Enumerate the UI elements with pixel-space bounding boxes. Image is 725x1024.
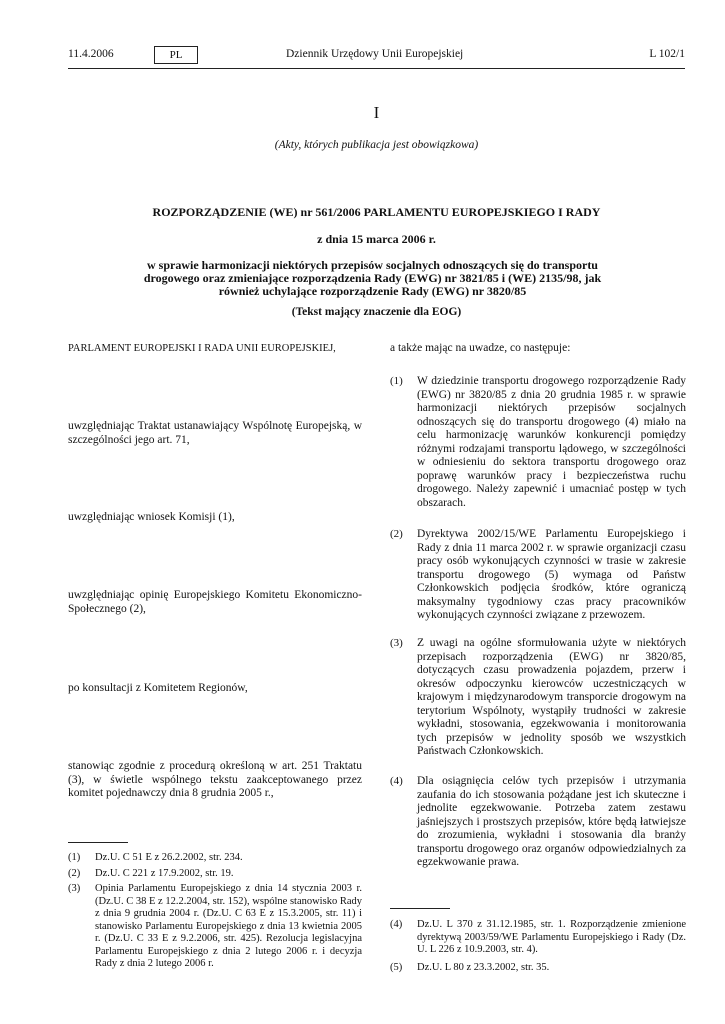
citation-regions: po konsultacji z Komitetem Regionów, [68, 682, 248, 694]
footnote-text: Dz.U. C 221 z 17.9.2002, str. 19. [95, 868, 234, 879]
recital-1 [390, 375, 686, 509]
section-numeral: I [373, 103, 380, 122]
footnote-text: Dz.U. C 51 E z 26.2.2002, str. 234. [95, 852, 243, 863]
issue-date: 11.4.2006 [68, 48, 114, 60]
citation-procedure: stanowiąc zgodnie z procedurą określoną w art. 251 Traktatu (3), w świetle wspólnego tekstu zaakceptowanego przez komitet pojednawczy dnia 8 grudnia 2005 r., [68, 760, 362, 799]
citation-treaty: uwzględniając Traktat ustanawiający Wspólnotę Europejską, w szczególności jego art. 71, [68, 420, 362, 446]
recital-text: W dziedzinie transportu drogowego rozporządzenie Rady (EWG) nr 3820/85 z dnia 20 grudnia 1985 r. w sprawie harmonizacji niektórych przepisów socjalnych odnoszących się do transportu drogowego (4) miało na celu harmonizację warunków konkurencji pomiędzy różnymi rodzajami transportu lądowego, w szczególności w odniesieniu do sektora transportu drogowego oraz poprawę warunków pracy i bezpieczeństwa ruchu drogowego. Należy zapewnić i umacniać postęp w tych obszarach. [417, 375, 686, 509]
footnote-text: Dz.U. L 370 z 31.12.1985, str. 1. Rozporządzenie zmienione dyrektywą 2003/59/WE Parlamentu Europejskiego i Rady (Dz. U. L 226 z 10.9.2003, str. 4). [417, 919, 686, 955]
journal-name: Dziennik Urzędowy Unii Europejskiej [286, 48, 464, 60]
citation-esc: uwzględniając opinię Europejskiego Komitetu Ekonomiczno-Społecznego (2), [68, 589, 362, 615]
recital-4 [390, 775, 686, 870]
page-number: L 102/1 [649, 48, 685, 60]
language-badge: PL [154, 46, 198, 64]
footnote-number: (2) [68, 868, 81, 879]
recital-3 [390, 637, 686, 757]
eea-note: (Tekst mający znaczenie dla EOG) [291, 306, 462, 318]
footnote-number: (5) [390, 962, 403, 973]
recital-number: (1) [390, 375, 403, 387]
recital-2 [390, 528, 686, 638]
acts-note: (Akty, których publikacja jest obowiązkowa) [274, 139, 479, 151]
recital-text: Z uwagi na ogólne sformułowania użyte w niektórych przepisach rozporządzenia (EWG) nr 3820/85, dotyczących czasu prowadzenia pojazdem, przerw i okresów odpoczynku kierowców uczestniczących w krajowym i międzynarodowym transporcie drogowym na terytorium Wspólnoty, wystąpiły trudności w zakresie wykładni, stosowania, egzekwowania i monitorowania tych przepisów w jednolity sposób we wszystkich Państwach Członkowskich. [417, 637, 686, 757]
recital-number: (3) [390, 637, 403, 649]
recital-number: (2) [390, 528, 403, 540]
citation-commission: uwzględniając wniosek Komisji (1), [68, 511, 235, 523]
footnote-text: Dz.U. L 80 z 23.3.2002, str. 35. [417, 962, 550, 973]
running-header [68, 46, 685, 66]
recital-text: Dyrektywa 2002/15/WE Parlamentu Europejskiego i Rady z dnia 11 marca 2002 r. w sprawie organizacji czasu pracy osób wykonujących czynności w trasie w zakresie transportu drogowego (5) wymaga od Państw Członkowskich podjęcia środków, które ograniczą maksymalny tygodniowy czas pracy pracowników wykonujących czynności związane z przewozem. [417, 528, 686, 621]
regulation-date: z dnia 15 marca 2006 r. [317, 232, 436, 246]
recital-text: Dla osiągnięcia celów tych przepisów i utrzymania zaufania do ich stosowania pożądane jest ich skuteczne i jednolite egzekwowanie. Potrzeba zatem zestawu jaśniejszych i prostszych przepisów, które będą łatwiejsze do zrozumienia, wykładni i stosowania dla branży transportu drogowego oraz organów odpowiedzialnych za egzekwowanie prawa. [417, 775, 686, 868]
recitals-intro: a także mając na uwadze, co następuje: [390, 342, 571, 354]
footnote-number: (3) [68, 883, 81, 894]
footnote-rule-left [68, 842, 128, 843]
footnote-text: Opinia Parlamentu Europejskiego z dnia 14 stycznia 2003 r. (Dz.U. C 38 E z 12.2.2004, str. 152), wspólne stanowisko Rady z dnia 9 grudnia 2004 r. (Dz.U. C 63 E z 15.3.2005, str. 11) i stanowisko Parlamentu Europejskiego z dnia 13 kwietnia 2005 r. (Dz.U. C 33 E z 9.2.2006, str. 425). Rezolucja legislacyjna Parlamentu Europejskiego z dnia 2 lutego 2006 r. i decyzja Rady z dnia 2 lutego 2006 r. [95, 883, 362, 969]
recital-number: (4) [390, 775, 403, 787]
footnote-rule-right [390, 908, 450, 909]
footnote-number: (1) [68, 852, 81, 863]
regulation-subject: w sprawie harmonizacji niektórych przepisów socjalnych odnoszących się do transportu drogowego oraz zmieniające rozporządzenia Rady (EWG) nr 3821/85 i (WE) 2135/98, jak również uchylające rozporządzenie Rady (EWG) nr 3820/85 [143, 258, 602, 298]
footnote-number: (4) [390, 919, 403, 930]
preamble-intro: PARLAMENT EUROPEJSKI I RADA UNII EUROPEJSKIEJ, [68, 343, 336, 354]
regulation-title: ROZPORZĄDZENIE (WE) nr 561/2006 PARLAMENTU EUROPEJSKIEGO I RADY [152, 205, 601, 219]
header-rule [68, 68, 685, 69]
